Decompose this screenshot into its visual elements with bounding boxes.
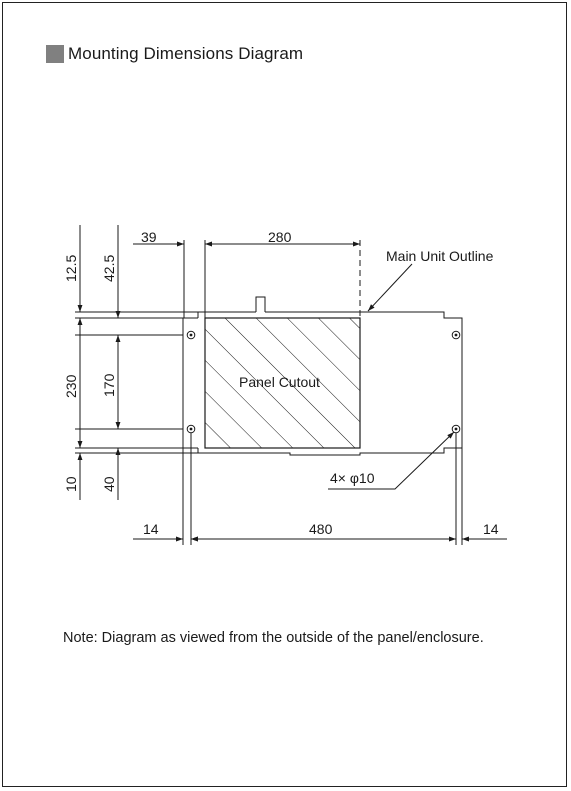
dim-label-12-5: 12.5 [63, 254, 79, 282]
mounting-hole-icon [452, 425, 460, 433]
dim-label-14-left: 14 [143, 521, 159, 537]
dim-label-480: 480 [309, 521, 333, 537]
dim-label-230: 230 [63, 374, 79, 398]
mounting-hole-icon [452, 331, 460, 339]
dim-label-170: 170 [101, 373, 117, 397]
dim-label-40: 40 [101, 476, 117, 492]
dim-label-14-right: 14 [483, 521, 499, 537]
dim-label-10: 10 [63, 476, 79, 492]
mounting-hole-icon [187, 331, 195, 339]
panel-cutout-label: Panel Cutout [239, 374, 320, 390]
main-unit-outline-label: Main Unit Outline [386, 248, 494, 264]
mounting-hole-icon [187, 425, 195, 433]
dim-label-39: 39 [141, 229, 157, 245]
dim-label-280: 280 [268, 229, 292, 245]
diagram-note: Note: Diagram as viewed from the outside of the panel/enclosure. [63, 630, 484, 646]
page-title: Mounting Dimensions Diagram [68, 44, 304, 63]
hole-spec-label: 4× φ10 [330, 470, 375, 486]
leader-main-unit [368, 264, 412, 311]
connector-tab [256, 297, 265, 312]
dim-label-42-5: 42.5 [101, 254, 117, 282]
